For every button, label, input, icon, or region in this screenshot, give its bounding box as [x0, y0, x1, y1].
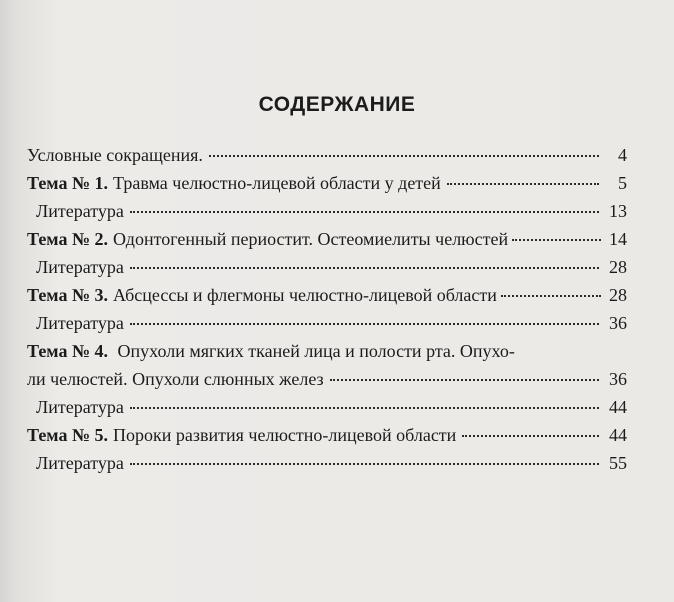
topic-number: Тема № 5. — [27, 425, 109, 445]
dot-leader — [130, 211, 599, 213]
entry-text: Опухоли мягких тканей лица и полости рта. Опухо- — [117, 341, 515, 361]
entry-text: Условные сокращения. — [27, 145, 203, 165]
toc-entry — [27, 169, 627, 197]
page-number: 4 — [618, 145, 627, 165]
entry-text: Одонтогенный периостит. Остеомиелиты челюстей — [113, 229, 509, 249]
page-number: 28 — [609, 257, 627, 277]
topic-number: Тема № 1. — [27, 173, 109, 193]
topic-number: Тема № 4. — [27, 341, 109, 361]
dot-leader — [512, 239, 601, 241]
dot-leader — [130, 463, 599, 465]
toc-entry — [27, 281, 627, 309]
entry-text: Литература — [36, 257, 124, 277]
dot-leader — [209, 155, 599, 157]
entry-first-line — [27, 337, 515, 365]
topic-number: Тема № 3. — [27, 285, 109, 305]
topic-number: Тема № 2. — [27, 229, 109, 249]
dot-leader — [130, 267, 599, 269]
dot-leader — [462, 435, 599, 437]
page-number: 28 — [609, 285, 627, 305]
toc-entry-continuation — [27, 365, 627, 393]
table-of-contents — [27, 141, 627, 477]
entry-text-continued: ли челюстей. Опухоли слюнных желез — [27, 369, 324, 389]
page-number: 36 — [609, 313, 627, 333]
toc-entry — [27, 449, 627, 477]
dot-leader — [330, 379, 599, 381]
toc-entry — [27, 225, 627, 253]
toc-entry — [27, 421, 627, 449]
toc-entry — [27, 393, 627, 421]
toc-entry — [27, 141, 627, 169]
page-number: 36 — [609, 369, 627, 389]
entry-text: Литература — [36, 453, 124, 473]
toc-entry — [27, 197, 627, 225]
entry-text: Пороки развития челюстно-лицевой области — [113, 425, 457, 445]
dot-leader — [447, 183, 599, 185]
page-number: 13 — [609, 201, 627, 221]
page-number: 44 — [609, 397, 627, 417]
entry-text: Абсцессы и флегмоны челюстно-лицевой области — [113, 285, 497, 305]
toc-entry — [27, 253, 627, 281]
dot-leader — [130, 407, 599, 409]
dot-leader — [130, 323, 599, 325]
entry-text: Литература — [36, 313, 124, 333]
page-number: 14 — [609, 229, 627, 249]
toc-entry — [27, 337, 627, 365]
entry-text: Литература — [36, 201, 124, 221]
page-title: СОДЕРЖАНИЕ — [258, 93, 416, 116]
toc-entry — [27, 309, 627, 337]
page-number: 44 — [609, 425, 627, 445]
dot-leader — [501, 295, 601, 297]
entry-text: Травма челюстно-лицевой области у детей — [113, 173, 441, 193]
entry-text: Литература — [36, 397, 124, 417]
page-number: 5 — [618, 173, 627, 193]
page-number: 55 — [609, 453, 627, 473]
